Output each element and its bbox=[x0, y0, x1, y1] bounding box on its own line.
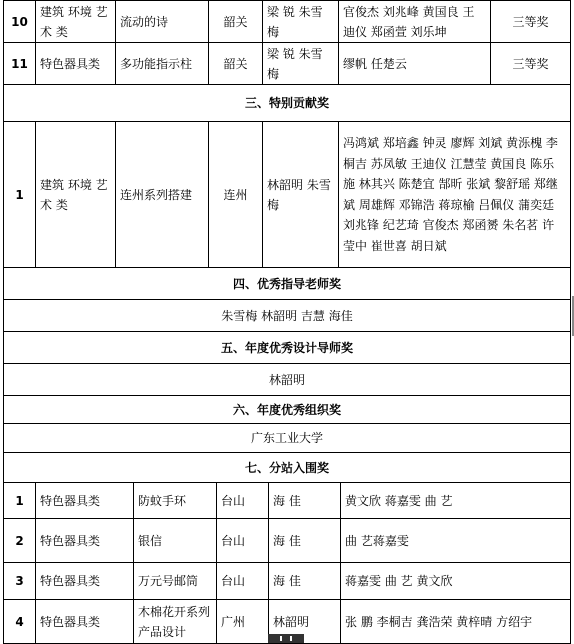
section-title-5: 五、年度优秀设计导师奖 bbox=[4, 332, 571, 364]
category-cell: 建筑 环境 艺术 类 bbox=[36, 122, 116, 268]
teacher-cell: 林韶明 bbox=[269, 600, 341, 644]
region-cell: 台山 bbox=[217, 563, 269, 600]
table-row bbox=[4, 122, 571, 268]
students-cell: 缪帆 任楚云 bbox=[339, 43, 491, 85]
table-row bbox=[4, 563, 571, 600]
teacher-cell: 海 佳 bbox=[269, 563, 341, 600]
section-value-5: 林韶明 bbox=[4, 364, 571, 396]
teacher-cell: 梁 锐 朱雪梅 bbox=[263, 43, 339, 85]
teacher-cell: 海 佳 bbox=[269, 483, 341, 519]
students-cell: 冯鸿斌 郑培鑫 钟灵 廖辉 刘斌 黄泺槐 李桐吉 苏凤敏 王迪仪 江慧莹 黄国良 陈乐施 林其兴 陈楚宜 郜昕 张斌 黎舒瑶 郑继斌 周雄辉 邓锦浩 蒋琼榆 吕佩仪 蒲奕廷 刘兆锋 纪艺琦 官俊杰 郑函赟 朱名茗 许莹中 崔世喜 胡日斌 bbox=[339, 122, 571, 268]
category-cell: 特色器具类 bbox=[36, 600, 134, 644]
table-row bbox=[4, 483, 571, 519]
section-title-7: 七、分站入围奖 bbox=[4, 453, 571, 483]
section-header bbox=[4, 453, 571, 483]
awards-table-top bbox=[3, 0, 571, 483]
section-header bbox=[4, 85, 571, 122]
row-number: 2 bbox=[4, 519, 36, 563]
row-number: 1 bbox=[4, 483, 36, 519]
region-cell: 韶关 bbox=[209, 43, 263, 85]
work-cell: 银信 bbox=[134, 519, 217, 563]
row-number: 1 bbox=[4, 122, 36, 268]
section-title-4: 四、优秀指导老师奖 bbox=[4, 268, 571, 300]
work-cell: 连州系列搭建 bbox=[116, 122, 209, 268]
work-cell: 防蚊手环 bbox=[134, 483, 217, 519]
table-row bbox=[4, 300, 571, 332]
teacher-cell: 林韶明 朱雪梅 bbox=[263, 122, 339, 268]
section-title-3: 三、特别贡献奖 bbox=[4, 85, 571, 122]
students-cell: 蒋嘉雯 曲 艺 黄文欣 bbox=[341, 563, 571, 600]
row-number: 11 bbox=[4, 43, 36, 85]
teacher-cell: 海 佳 bbox=[269, 519, 341, 563]
region-cell: 台山 bbox=[217, 519, 269, 563]
section-header bbox=[4, 332, 571, 364]
section-header bbox=[4, 268, 571, 300]
section-value-6: 广东工业大学 bbox=[4, 424, 571, 453]
table-row bbox=[4, 1, 571, 43]
category-cell: 特色器具类 bbox=[36, 483, 134, 519]
row-number: 3 bbox=[4, 563, 36, 600]
region-cell: 广州 bbox=[217, 600, 269, 644]
work-cell: 木棉花开系列产品设计 bbox=[134, 600, 217, 644]
row-number: 10 bbox=[4, 1, 36, 43]
category-cell: 特色器具类 bbox=[36, 519, 134, 563]
section-title-6: 六、年度优秀组织奖 bbox=[4, 396, 571, 424]
prize-cell: 三等奖 bbox=[491, 1, 571, 43]
students-cell: 张 鹏 李桐吉 龚浩荣 黄梓晴 方绍宇 bbox=[341, 600, 571, 644]
table-row bbox=[4, 519, 571, 563]
region-cell: 台山 bbox=[217, 483, 269, 519]
category-cell: 特色器具类 bbox=[36, 43, 116, 85]
category-cell: 特色器具类 bbox=[36, 563, 134, 600]
table-row bbox=[4, 424, 571, 453]
students-cell: 官俊杰 刘兆峰 黄国良 王迪仪 郑函萱 刘乐坤 bbox=[339, 1, 491, 43]
category-cell: 建筑 环境 艺术 类 bbox=[36, 1, 116, 43]
section-value-4: 朱雪梅 林韶明 吉慧 海佳 bbox=[4, 300, 571, 332]
page-nav-handle[interactable] bbox=[268, 634, 304, 643]
awards-table-bottom bbox=[3, 482, 571, 644]
work-cell: 多功能指示柱 bbox=[116, 43, 209, 85]
region-cell: 连州 bbox=[209, 122, 263, 268]
table-row bbox=[4, 43, 571, 85]
table-row bbox=[4, 364, 571, 396]
row-number: 4 bbox=[4, 600, 36, 644]
section-header bbox=[4, 396, 571, 424]
teacher-cell: 梁 锐 朱雪梅 bbox=[263, 1, 339, 43]
work-cell: 流动的诗 bbox=[116, 1, 209, 43]
students-cell: 黄文欣 蒋嘉雯 曲 艺 bbox=[341, 483, 571, 519]
region-cell: 韶关 bbox=[209, 1, 263, 43]
prize-cell: 三等奖 bbox=[491, 43, 571, 85]
students-cell: 曲 艺蒋嘉雯 bbox=[341, 519, 571, 563]
work-cell: 万元号邮筒 bbox=[134, 563, 217, 600]
